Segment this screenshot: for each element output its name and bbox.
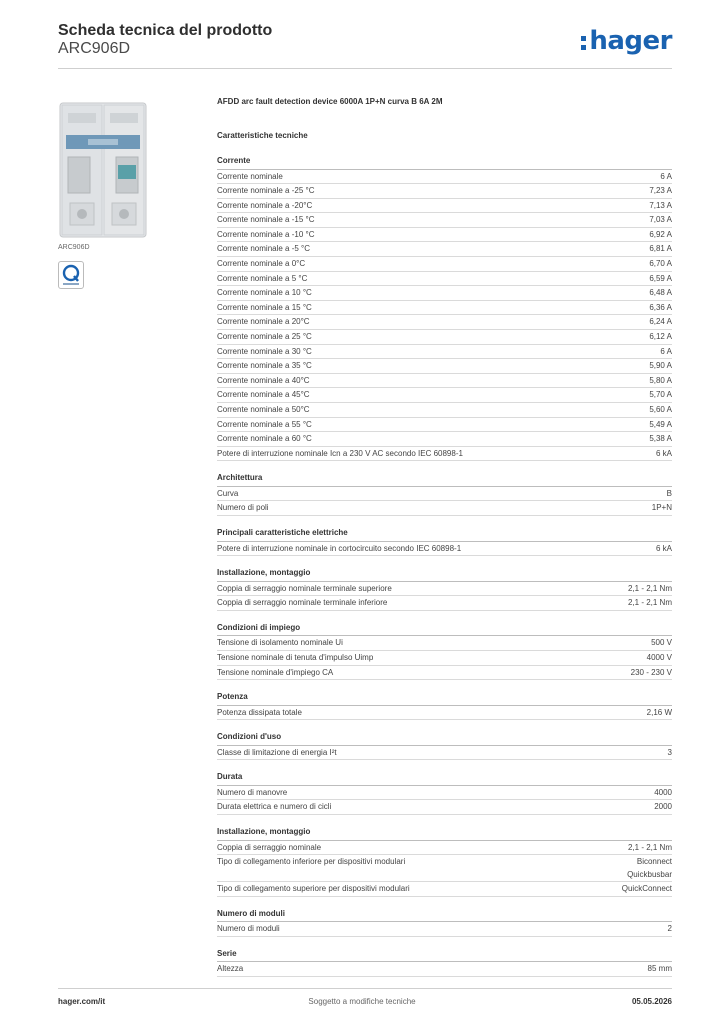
spec-label: Numero di manovre (217, 787, 288, 797)
spec-value: 6 kA (655, 448, 672, 458)
footer-website-link[interactable]: hager.com/it (58, 997, 106, 1006)
spec-label: Corrente nominale a 10 °C (217, 288, 312, 298)
section-title: Condizioni d'uso (217, 730, 672, 746)
spec-label: Corrente nominale a -5 °C (217, 244, 311, 254)
section-gap (217, 815, 672, 825)
spec-row (217, 706, 672, 721)
spec-label: Corrente nominale a -25 °C (217, 186, 315, 196)
spec-value: 2000 (654, 802, 672, 812)
spec-row (217, 542, 672, 557)
section-title: Architettura (217, 471, 672, 487)
spec-row (217, 184, 672, 199)
spec-value: 6,24 A (649, 317, 672, 327)
spec-row (217, 487, 672, 502)
spec-row (217, 501, 672, 516)
section-title: Serie (217, 947, 672, 963)
spec-value: 2,16 W (646, 707, 672, 717)
quality-badge-icon (58, 261, 84, 289)
spec-value: 6,59 A (649, 273, 672, 283)
spec-value: QuickConnect (621, 884, 672, 894)
product-code: ARC906D (58, 40, 131, 57)
spec-row (217, 359, 672, 374)
spec-row (217, 374, 672, 389)
tech-characteristics-header: Caratteristiche tecniche (217, 131, 308, 140)
spec-value: 2,1 - 2,1 Nm (627, 598, 672, 608)
spec-label: Corrente nominale (217, 171, 283, 181)
spec-row (217, 388, 672, 403)
section-gap (217, 461, 672, 471)
afdd-device-icon (58, 95, 148, 240)
spec-label: Tensione di isolamento nominale Ui (217, 638, 343, 648)
spec-row (217, 403, 672, 418)
spec-label: Corrente nominale a -15 °C (217, 215, 315, 225)
section-title: Durata (217, 770, 672, 786)
footer-notice: Soggetto a modifiche tecniche (308, 997, 416, 1006)
section-title: Principali caratteristiche elettriche (217, 526, 672, 542)
spec-value: 6,12 A (649, 332, 672, 342)
spec-value: 1P+N (651, 503, 672, 513)
page-header (58, 22, 672, 68)
spec-value: 5,60 A (649, 405, 672, 414)
section-gap (217, 937, 672, 947)
spec-value: 2,1 - 2,1 Nm (627, 842, 672, 852)
section-gap (217, 720, 672, 730)
spec-value: 6,70 A (649, 259, 672, 269)
spec-value: 6,48 A (649, 288, 672, 298)
spec-value: 6,92 A (649, 229, 672, 239)
section-title: Installazione, montaggio (217, 825, 672, 841)
spec-row (217, 345, 672, 360)
section-title: Numero di moduli (217, 907, 672, 923)
spec-label: Tipo di collegamento superiore per dispositivi modulari (217, 884, 410, 894)
spec-row (217, 882, 672, 897)
spec-content (217, 96, 672, 977)
spec-row (217, 242, 672, 257)
product-sidebar (58, 95, 208, 289)
spec-row (217, 447, 672, 462)
spec-row (217, 228, 672, 243)
spec-label: Tipo di collegamento inferiore per dispositivi modulari (217, 857, 406, 867)
section-title: Condizioni di impiego (217, 621, 672, 637)
spec-row (217, 582, 672, 597)
spec-label: Potenza dissipata totale (217, 707, 302, 717)
spec-label: Corrente nominale a 45°C (217, 390, 310, 400)
spec-value: 6,81 A (649, 244, 672, 254)
spec-label: Corrente nominale a -20°C (217, 200, 313, 210)
spec-value: 7,03 A (649, 215, 672, 225)
spec-label: Corrente nominale a 0°C (217, 259, 306, 269)
section-title: Installazione, montaggio (217, 566, 672, 582)
spec-label: Coppia di serraggio nominale terminale inferiore (217, 598, 388, 608)
spec-value: 85 mm (647, 964, 672, 974)
section-gap (217, 680, 672, 690)
spec-row (217, 330, 672, 345)
spec-label: Corrente nominale a 60 °C (217, 434, 312, 444)
spec-label: Numero di moduli (217, 924, 280, 934)
spec-value: 5,90 A (649, 361, 672, 371)
spec-label: Coppia di serraggio nominale (217, 842, 322, 852)
spec-row (217, 286, 672, 301)
spec-label: Tensione nominale d'impiego CA (217, 667, 334, 677)
spec-label: Corrente nominale a 35 °C (217, 361, 312, 371)
spec-label: Coppia di serraggio nominale terminale superiore (217, 583, 392, 593)
spec-label: Durata elettrica e numero di cicli (217, 802, 332, 812)
spec-label: Corrente nominale a 25 °C (217, 332, 312, 342)
logo-text: hager (589, 26, 672, 56)
spec-row (217, 272, 672, 287)
spec-row (217, 213, 672, 228)
spec-value: 6 A (660, 171, 672, 181)
footer-date: 05.05.2026 (631, 997, 672, 1006)
header-divider (58, 68, 672, 69)
spec-value: 4000 V (646, 652, 672, 662)
spec-label: Corrente nominale a 5 °C (217, 273, 308, 283)
spec-row (217, 841, 672, 856)
spec-label: Numero di poli (217, 503, 269, 513)
spec-row (217, 786, 672, 801)
spec-row (217, 257, 672, 272)
spec-row (217, 432, 672, 447)
spec-value: 3 (667, 747, 672, 757)
spec-row (217, 746, 672, 761)
spec-row (217, 301, 672, 316)
section-gap (217, 760, 672, 770)
spec-row (217, 855, 672, 882)
spec-row (217, 596, 672, 611)
product-image (58, 95, 148, 240)
spec-row (217, 922, 672, 937)
spec-sections (217, 154, 672, 977)
spec-label: Potere di interruzione nominale Icn a 230 V AC secondo IEC 60898-1 (217, 448, 463, 458)
spec-row (217, 651, 672, 666)
spec-value: 500 V (651, 638, 672, 648)
spec-value: 6 A (660, 346, 672, 356)
spec-value: 5,49 A (649, 419, 672, 429)
spec-value: 4000 (654, 787, 672, 797)
spec-row (217, 170, 672, 185)
spec-value: 5,70 A (649, 390, 672, 400)
section-gap (217, 611, 672, 621)
spec-value: 230 - 230 V (630, 667, 672, 677)
hager-logo (581, 26, 672, 56)
spec-value: 5,38 A (649, 434, 672, 444)
spec-label: Corrente nominale a 40°C (217, 375, 310, 385)
spec-row (217, 418, 672, 433)
spec-label: Tensione nominale di tenuta d'impulso Uimp (217, 652, 374, 662)
spec-label: Corrente nominale a 15 °C (217, 302, 312, 312)
spec-row (217, 962, 672, 977)
spec-row (217, 199, 672, 214)
spec-label: Altezza (217, 964, 244, 974)
spec-label: Corrente nominale a 20°C (217, 317, 310, 327)
spec-value: 6,36 A (649, 302, 672, 312)
section-gap (217, 556, 672, 566)
spec-value: B (666, 488, 672, 498)
spec-label: Classe di limitazione di energia I²t (217, 747, 337, 757)
section-gap (217, 897, 672, 907)
spec-label: Corrente nominale a 50°C (217, 405, 310, 414)
spec-label: Curva (217, 488, 239, 498)
spec-row (217, 315, 672, 330)
product-image-label: ARC906D (58, 244, 90, 251)
footer-divider (58, 988, 672, 989)
spec-value: 5,80 A (649, 375, 672, 385)
spec-label: Corrente nominale a 55 °C (217, 419, 312, 429)
spacer (217, 144, 672, 154)
spec-row (217, 666, 672, 681)
spec-value: 6 kA (655, 543, 672, 553)
section-title: Corrente (217, 154, 672, 170)
spec-label: Potere di interruzione nominale in cortocircuito secondo IEC 60898-1 (217, 543, 462, 553)
spec-label: Corrente nominale a -10 °C (217, 229, 315, 239)
spec-value: 2,1 - 2,1 Nm (627, 583, 672, 593)
spec-row (217, 636, 672, 651)
page-title: Scheda tecnica del prodotto (58, 22, 273, 39)
section-gap (217, 516, 672, 526)
spec-value: 7,13 A (649, 200, 672, 210)
logo-dots-icon (581, 34, 587, 50)
spec-value: 7,23 A (649, 186, 672, 196)
spec-label: Corrente nominale a 30 °C (217, 346, 312, 356)
section-title: Potenza (217, 690, 672, 706)
spec-value: 2 (667, 924, 672, 934)
spec-value: Biconnect Quickbusbar (627, 857, 672, 879)
product-title: AFDD arc fault detection device 6000A 1P+N curva B 6A 2M (217, 97, 443, 106)
spec-row (217, 800, 672, 815)
